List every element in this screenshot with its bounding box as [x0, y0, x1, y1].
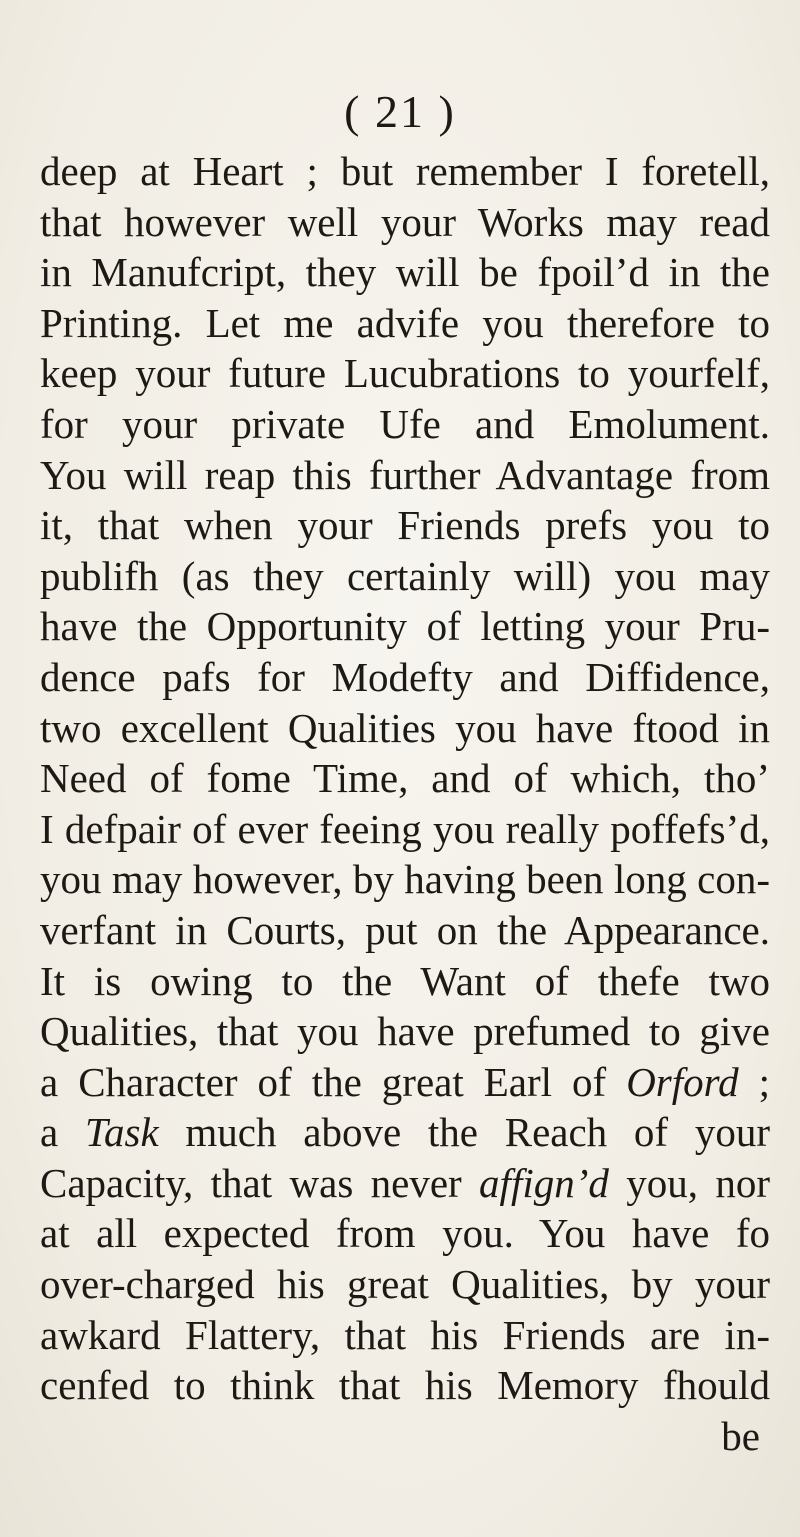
text-line: Qualities, that you have prefumed to give [40, 1008, 770, 1055]
text-line: I defpair of ever feeing you really poffefs’d, [40, 805, 770, 852]
text-line: verfant in Courts, put on the Appearance. [40, 906, 770, 953]
text-line: it, that when your Friends prefs you to [40, 502, 770, 549]
text-line: It is owing to the Want of thefe two [40, 957, 770, 1004]
catchword: be [721, 1412, 760, 1459]
italic-text: Orford [626, 1058, 739, 1105]
italic-text: affign’d [479, 1159, 609, 1206]
text-line: for your private Ufe and Emolument. [40, 400, 770, 447]
text-line: cenfed to think that his Memory fhould [40, 1362, 770, 1409]
italic-text: Task [84, 1109, 159, 1156]
text-line: deep at Heart ; but remember I foretell, [40, 148, 770, 194]
page-number: ( 21 ) [344, 86, 456, 137]
text-line: in Manufcript, they will be fpoil’d in the [40, 249, 770, 296]
text-line: a Task much above the Reach of your [40, 1109, 770, 1156]
text-line: over-charged his great Qualities, by your [40, 1261, 770, 1308]
text-line: keep your future Lucubrations to yourfelf, [40, 350, 770, 397]
text-line: You will reap this further Advantage from [40, 451, 770, 498]
text-line: have the Opportunity of letting your Pru- [40, 603, 770, 650]
text-line: publifh (as they certainly will) you may [40, 552, 770, 599]
body-text [40, 146, 770, 1461]
text-line: a Character of the great Earl of Orford ; [40, 1058, 770, 1105]
text-line: you may however, by having been long con- [40, 856, 770, 903]
text-line: at all expected from you. You have fo [40, 1210, 770, 1257]
text-line: Need of fome Time, and of which, tho’ [40, 755, 770, 802]
text-line: Capacity, that was never affign’d you, nor [40, 1159, 770, 1206]
text-line: Printing. Let me advife you therefore to [40, 299, 770, 346]
text-line: two excellent Qualities you have ftood in [40, 704, 770, 751]
text-line: awkard Flattery, that his Friends are in- [40, 1311, 770, 1358]
text-line: that however well your Works may read [40, 198, 770, 245]
text-line: dence pafs for Modefty and Diffidence, [40, 653, 770, 700]
